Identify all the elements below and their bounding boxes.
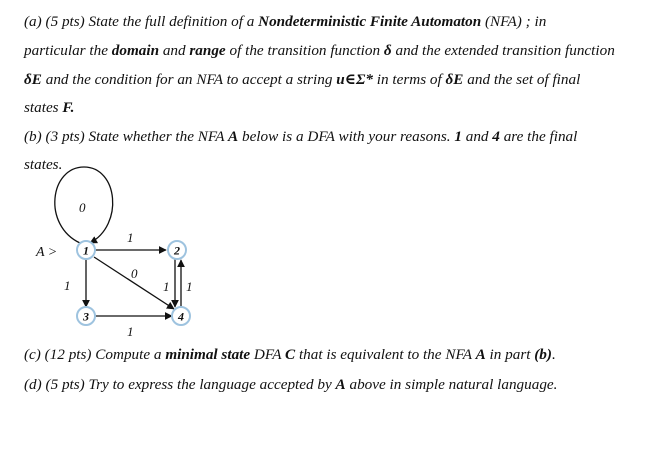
part-a-term-range: range bbox=[189, 42, 226, 59]
part-b-text: states. bbox=[24, 156, 63, 173]
state-2 bbox=[168, 241, 186, 259]
transition-label: 1 bbox=[127, 230, 134, 245]
part-c-text: DFA bbox=[250, 346, 286, 363]
part-b-state-1: 1 bbox=[454, 128, 462, 145]
part-c-nfa-name: A bbox=[475, 346, 486, 363]
part-c-dfa-name: C bbox=[285, 346, 296, 363]
part-c-text: (c) (12 pts) Compute a bbox=[24, 346, 166, 363]
part-a-text: states bbox=[24, 99, 63, 116]
part-a-delta-symbol: δ bbox=[383, 42, 392, 59]
state-label: 4 bbox=[178, 309, 184, 324]
part-a-text: particular the bbox=[24, 42, 112, 59]
part-c-part-ref: (b) bbox=[534, 346, 552, 363]
state-label: 3 bbox=[83, 309, 89, 324]
part-a-text: (NFA) ; in bbox=[481, 13, 547, 30]
part-a-term-nfa: Nondeterministic Finite Automaton bbox=[258, 13, 482, 30]
part-d-line bbox=[24, 376, 557, 394]
part-a-deltahat-symbol: δE bbox=[445, 71, 464, 88]
state-label: 2 bbox=[174, 243, 180, 258]
part-a-text: and the extended transition function bbox=[391, 42, 615, 59]
part-a-text: of the transition function bbox=[225, 42, 384, 59]
part-c-text: . bbox=[551, 346, 556, 363]
part-d-nfa-name: A bbox=[335, 376, 346, 393]
transition-label: 1 bbox=[163, 279, 170, 294]
part-b-nfa-name: A bbox=[228, 128, 239, 145]
part-a-text: (a) (5 pts) State the full definition of a bbox=[24, 13, 259, 30]
state-label: 1 bbox=[83, 243, 89, 258]
part-b-text: (b) (3 pts) State whether the NFA bbox=[24, 128, 229, 145]
part-a-term-domain: domain bbox=[111, 42, 160, 59]
transition-label: 0 bbox=[131, 266, 138, 281]
transition-label: 0 bbox=[79, 200, 86, 215]
part-a-final-set: F. bbox=[62, 99, 75, 116]
transition-label: 1 bbox=[127, 324, 134, 339]
state-4 bbox=[172, 307, 190, 325]
transition-label: 1 bbox=[64, 278, 71, 293]
part-a-text: in terms of bbox=[372, 71, 446, 88]
part-a-deltahat-symbol: δE bbox=[24, 71, 42, 88]
part-c-text: in part bbox=[485, 346, 535, 363]
state-1 bbox=[77, 241, 95, 259]
part-a-text: and bbox=[159, 42, 190, 59]
transition-1-4 bbox=[94, 257, 174, 309]
part-a-sigma-star: ∈Σ* bbox=[344, 71, 373, 88]
part-d-text: above in simple natural language. bbox=[345, 376, 558, 393]
part-c-line bbox=[24, 346, 556, 364]
part-c-term-minimal: minimal state bbox=[165, 346, 251, 363]
start-state-label: A > bbox=[36, 245, 58, 260]
part-c-text: that is equivalent to the NFA bbox=[295, 346, 476, 363]
part-b-text: below is a DFA with your reasons. bbox=[238, 128, 455, 145]
part-a-text: and the set of final bbox=[463, 71, 581, 88]
part-b-state-4: 4 bbox=[492, 128, 500, 145]
part-b-text: are the final bbox=[499, 128, 578, 145]
part-d-text: (d) (5 pts) Try to express the language accepted by bbox=[24, 376, 336, 393]
state-3 bbox=[77, 307, 95, 325]
part-b-text: and bbox=[461, 128, 493, 145]
part-a-text: and the condition for an NFA to accept a string bbox=[41, 71, 337, 88]
part-a-u-symbol: u bbox=[336, 71, 345, 88]
transition-label: 1 bbox=[186, 279, 193, 294]
